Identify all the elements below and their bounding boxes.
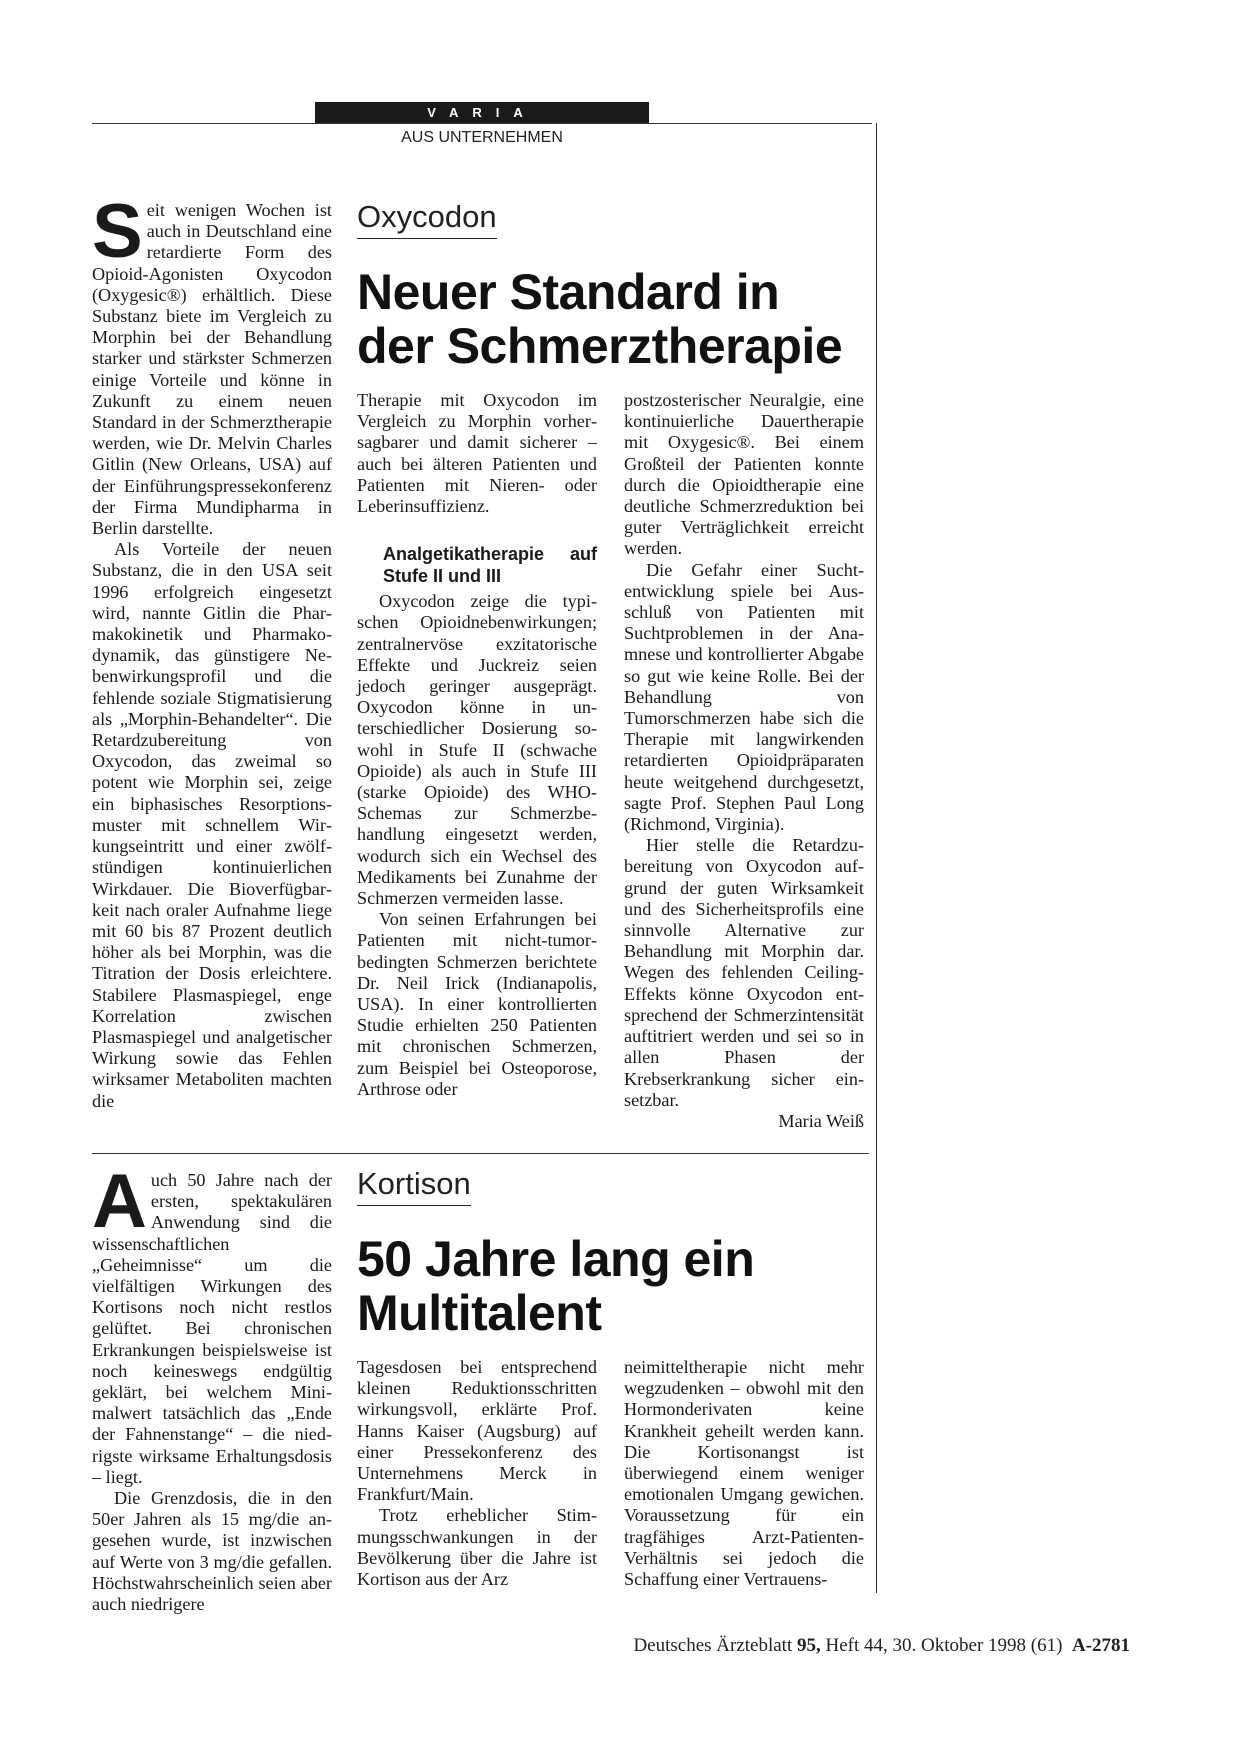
article-divider	[92, 1153, 869, 1154]
article1-paragraph: Die Gefahr einer Suchtentwicklung spiele bei Ausschluß von Patienten mit Suchtproblemen in der Anamnese und kontrollierter Abgabe so gut wie keine Rolle. Bei der Behandlung von Tumorschmerzen habe sich die Therapie mit langwirkenden retardierten Opioidpräparaten heute weitgehend durchgesetzt, sagte Prof. Stephen Paul Long (Richmond, Virginia).	[624, 559, 864, 835]
article1-paragraph: Von seinen Erfahrungen bei Patienten mit nicht-tumorbedingten Schmerzen berichtete Dr. Neil Irick (Indianapolis, USA). In einer kontrollierten Studie erhielten 250 Patienten mit chronischen Schmerzen, zum Beispiel bei Osteoporose, Arthrose oder	[357, 909, 597, 1099]
dropcap: A	[92, 1159, 147, 1244]
journal-name: Deutsches Ärzteblatt	[633, 1635, 793, 1656]
article1-column-2	[357, 390, 597, 1100]
section-banner: VARIA	[315, 102, 649, 123]
dropcap: S	[92, 189, 143, 274]
article1-paragraph: Therapie mit Oxycodon im Vergleich zu Morphin vorhersagbarer und damit sicherer – auch bei älteren Patienten und Patienten mit Nieren- oder Leberinsuffizienz.	[357, 390, 597, 517]
article1-subheading: Analgetikatherapie auf Stufe II und III	[383, 544, 597, 587]
article1-headline: Neuer Standard in der Schmerztherapie	[357, 264, 843, 374]
article2-paragraph: neimitteltherapie nicht mehr wegzudenken – obwohl mit den Hormonderivaten keine Krankheit geheilt werden kann. Die Kortisonangst ist überwiegend einem weniger emotionalen Umgang gewichen. Voraussetzung für ein tragfähiges Arzt-Patienten-Verhältnis sei jedoch die Schaffung einer Vertrauens-	[624, 1357, 864, 1590]
article1-paragraph: Seit wenigen Wochen ist auch in Deutschland eine retardierte Form des Opioid-Agonisten Oxycodon (Oxygesic®) erhältlich. Diese Substanz biete im Vergleich zu Morphin bei der Behandlung starker und stärkster Schmerzen einige Vorteile und könne in Zukunft zu einem neuen Standard in der Schmerztherapie werden, wie Dr. Melvin Charles Gitlin (New Orleans, USA) auf der Einführungspressekonferenz der Firma Mundipharma in Berlin darstellte.	[92, 189, 332, 539]
article2-paragraph: Tagesdosen bei entsprechend kleinen Reduktionsschritten wirkungsvoll, erklärte Prof. Hanns Kaiser (Augsburg) auf einer Pressekonferenz des Unternehmens Merck in Frankfurt/Main.	[357, 1357, 597, 1505]
article2-column-3	[624, 1357, 864, 1590]
journal-issue: Heft 44, 30. Oktober 1998 (61)	[825, 1635, 1063, 1656]
article1-paragraph: Als Vorteile der neuen Substanz, die in den USA seit 1996 erfolgreich eingesetzt wird, nannte Gitlin die Pharmakokinetik und Pharmakodynamik, das günstigere Nebenwirkungsprofil und die fehlende soziale Stigmatisierung als „Morphin-Behandelter“. Die Retardzubereitung von Oxycodon, das zweimal so potent wie Morphin sei, zeige ein biphasisches Resorptionsmuster mit schnellem Wirkungseintritt und einer zwölfstündigen kontinuierlichen Wirkdauer. Die Bioverfügbarkeit nach oraler Aufnahme liege mit 60 bis 87 Prozent deutlich höher als bei Morphin, was die Titration der Dosis erleichtere. Stabilere Plasmaspiegel, enge Korrelation zwischen Plasmaspiegel und analgetischer Wirkung sowie das Fehlen wirksamer Metaboliten machten die	[92, 539, 332, 1111]
page-number: A-2781	[1071, 1635, 1130, 1656]
article2-column-2	[357, 1357, 597, 1590]
article1-kicker: Oxycodon	[357, 199, 497, 239]
article1-paragraph: Oxycodon zeige die typischen Opioidnebenwirkungen; zentralnervöse exzitatorische Effekte und Juckreiz seien jedoch geringer ausgeprägt. Oxycodon könne in unterschiedlicher Dosierung sowohl in Stufe II (schwache Opioide) als auch in Stufe III (starke Opioide) des WHO-Schemas zur Schmerzbehandlung eingesetzt werden, wodurch sich ein Wechsel des Medikaments bei Zunahme der Schmerzen vermeiden lasse.	[357, 591, 597, 909]
article2-paragraph: Trotz erheblicher Stimmungsschwankungen in der Bevölkerung über die Jahre ist Kortison aus der Arz	[357, 1505, 597, 1590]
article2-column-1	[92, 1159, 332, 1615]
article2-headline: 50 Jahre lang ein Multitalent	[357, 1231, 755, 1341]
section-subtitle: AUS UNTERNEHMEN	[401, 129, 563, 146]
right-rule	[876, 123, 877, 1593]
top-rule	[92, 123, 872, 124]
article2-paragraph: Auch 50 Jahre nach der ersten, spektakulären Anwendung sind die wissenschaftlichen „Geheimnisse“ um die vielfältigen Wirkungen des Kortisons noch nicht restlos gelüftet. Bei chronischen Erkrankungen beispielsweise ist noch keineswegs endgültig geklärt, bei welchem Minimalwert tatsächlich das „Ende der Fahnenstange“ – die niedrigste wirksame Erhaltungsdosis – liegt.	[92, 1159, 332, 1487]
article1-column-3	[624, 390, 864, 1132]
article1-heading	[357, 199, 867, 373]
article2-heading	[357, 1166, 867, 1340]
article1-paragraph: Hier stelle die Retardzubereitung von Oxycodon aufgrund der guten Wirksamkeit und des Sicherheitsprofils eine sinnvolle Alternative zur Behandlung mit Morphin dar. Wegen des fehlenden Ceiling-Effekts könne Oxycodon entsprechend der Schmerzintensität auftitriert werden und sei so in allen Phasen der Krebserkrankung sicher einsetzbar.	[624, 835, 864, 1110]
article1-column-1	[92, 189, 332, 1112]
page-footer	[560, 1635, 1130, 1657]
article2-kicker: Kortison	[357, 1166, 471, 1206]
article2-paragraph: Die Grenzdosis, die in den 50er Jahren als 15 mg/die angesehen wurde, ist inzwischen auf Werte von 3 mg/die gefallen. Höchstwahrscheinlich seien aber auch niedrigere	[92, 1488, 332, 1615]
journal-volume: 95,	[797, 1635, 821, 1656]
author-signature: Maria Weiß	[778, 1110, 864, 1131]
article1-paragraph: postzosterischer Neuralgie, eine kontinuierliche Dauertherapie mit Oxygesic®. Bei einem Großteil der Patienten konnte durch die Opioidtherapie eine deutliche Schmerzreduktion bei guter Verträglichkeit erreicht werden.	[624, 390, 864, 559]
